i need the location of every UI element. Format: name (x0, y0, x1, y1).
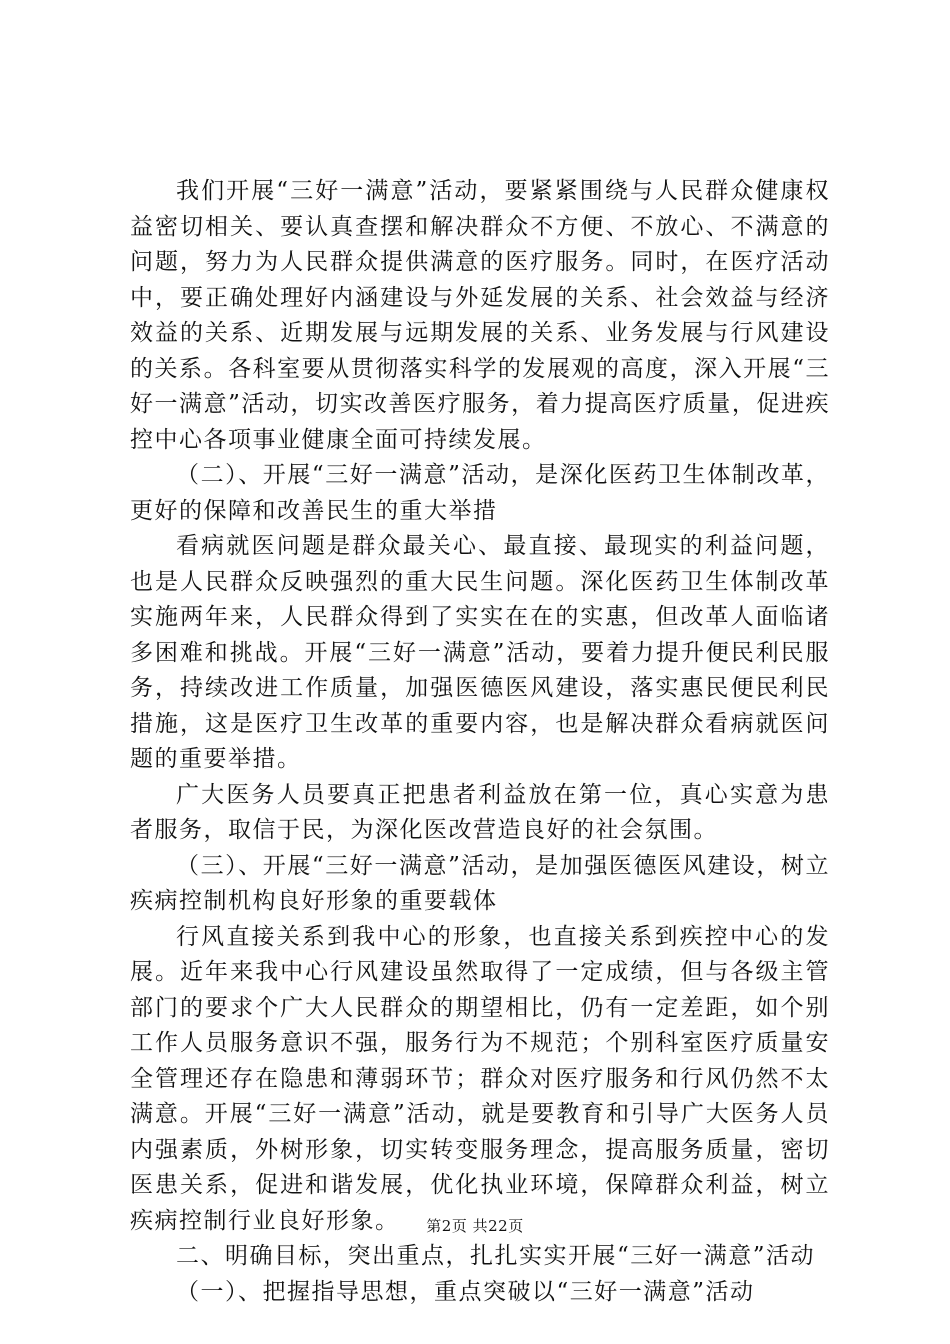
section-heading-2: （二）、开展“三好一满意”活动，是深化医药卫生体制改革，更好的保障和改善民生的重大举措 (130, 462, 830, 524)
document-body (130, 174, 830, 1310)
section-heading-1: （一）、把握指导思想，重点突破以“三好一满意”活动 (176, 1278, 755, 1305)
paragraph-patient-interest: 广大医务人员要真正把患者利益放在第一位，真心实意为患者服务，取信于民，为深化医改营造良好的社会氛围。 (130, 781, 830, 843)
page-number-footer: 第2页 共22页 (426, 1217, 524, 1235)
chapter-heading-2: 二、明确目标，突出重点，扎扎实实开展“三好一满意”活动 (176, 1243, 816, 1269)
paragraph-medical-reform: 看病就医问题是群众最关心、最直接、最现实的利益问题，也是人民群众反映强烈的重大民生问题。深化医药卫生体制改革实施两年来，人民群众得到了实实在在的实惠，但改革人面临诸多困难和挑战。开展“三好一满意”活动，要着力提升便民利民服务，持续改进工作质量，加强医德医风建设，落实惠民便民利民措施，这是医疗卫生改革的重要内容，也是解决群众看病就医问题的重要举措。 (130, 533, 830, 772)
paragraph-conduct: 行风直接关系到我中心的形象，也直接关系到疾控中心的发展。近年来我中心行风建设虽然取得了一定成绩，但与各级主管部门的要求个广大人民群众的期望相比，仍有一定差距，如个别工作人员服务意识不强，服务行为不规范；个别科室医疗质量安全管理还存在隐患和薄弱环节；群众对医疗服务和行风仍然不太满意。开展“三好一满意”活动，就是要教育和引导广大医务人员内强素质，外树形象，切实转变服务理念，提高服务质量，密切医患关系，促进和谐发展，优化执业环境，保障群众利益，树立疾病控制行业良好形象。 (130, 923, 830, 1234)
paragraph-intro: 我们开展“三好一满意”活动，要紧紧围绕与人民群众健康权益密切相关、要认真查摆和解决群众不方便、不放心、不满意的问题，努力为人民群众提供满意的医疗服务。同时，在医疗活动中，要正确处理好内涵建设与外延发展的关系、社会效益与经济效益的关系、近期发展与远期发展的关系、业务发展与行风建设的关系。各科室要从贯彻落实科学的发展观的高度，深入开展“三好一满意”活动，切实改善医疗服务，着力提高医疗质量，促进疾控中心各项事业健康全面可持续发展。 (130, 178, 830, 453)
section-heading-3: （三）、开展“三好一满意”活动，是加强医德医风建设，树立疾病控制机构良好形象的重要载体 (130, 852, 830, 914)
